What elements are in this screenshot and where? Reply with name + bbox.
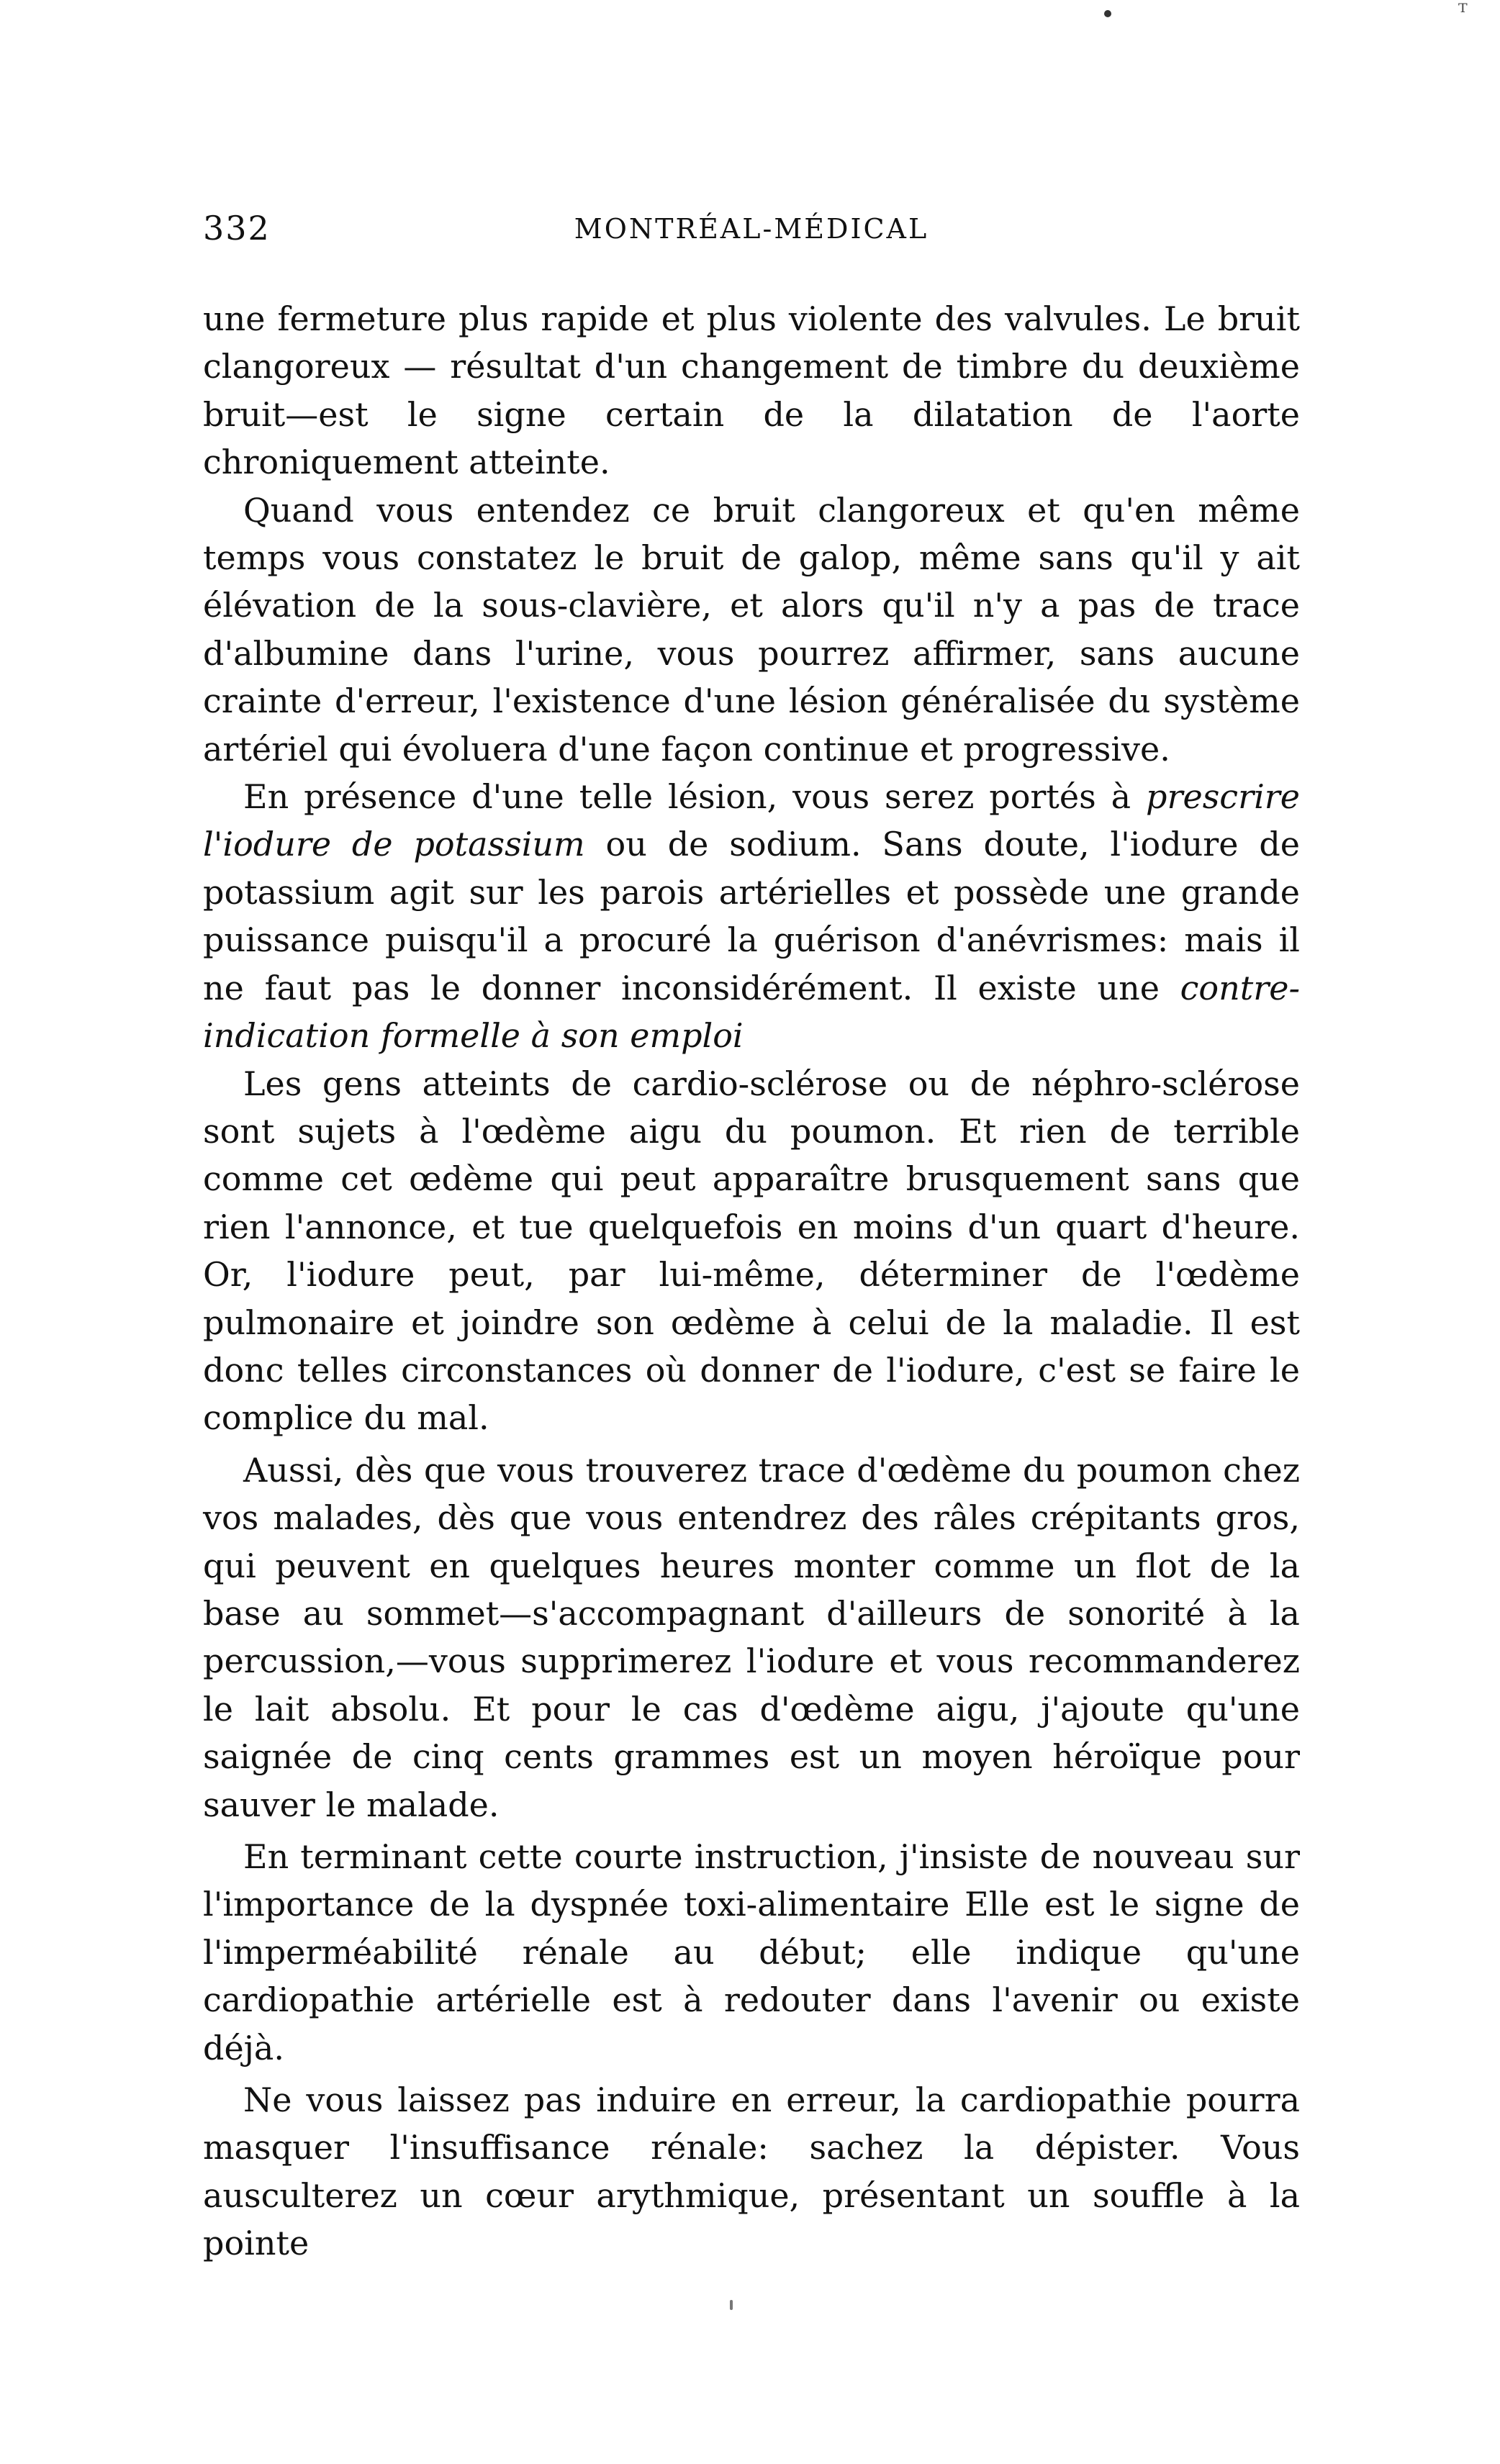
paragraph-4: Les gens atteints de cardio-sclérose ou de néphro-sclérose sont sujets à l'œdème aigu du poumon. Et rien de terrible comme cet œdème qui peut apparaître brusquement sans que rien l'annonce, et tue quelquefois en moins d'un quart d'heure. Or, l'iodure peut, par lui-même, déterminer de l'œdème pulmonaire et joindre son œdème à celui de la maladie. Il est donc telles circonstances où donner de l'iodure, c'est se faire le complice du mal. bbox=[203, 1064, 1300, 1438]
ink-dot bbox=[1104, 10, 1111, 17]
paragraph-3 bbox=[203, 773, 1300, 1059]
paragraph-5: Aussi, dès que vous trouverez trace d'œdème du poumon chez vos malades, dès que vous entendrez des râles crépitants gros, qui peuvent en quelques heures monter comme un flot de la base au sommet—s'accompagnant d'ailleurs de sonorité à la percussion,—vous supprimerez l'iodure et vous recommanderez le lait absolu. Et pour le cas d'œdème aigu, j'ajoute qu'une saignée de cinq cents grammes est un moyen héroïque pour sauver le malade. bbox=[203, 1450, 1300, 1824]
page-header bbox=[203, 209, 1300, 259]
paragraph-3-italic-b: contre-indication formelle à son emploi bbox=[203, 968, 1300, 1056]
paragraph-3-italic-a: prescrire l'iodure de potassium bbox=[203, 777, 1300, 864]
paragraph-6: En terminant cette courte instruction, j'insiste de nouveau sur l'importance de la dyspnée toxi-alimentaire Elle est le signe de l'imperméabilité rénale au début; elle indique qu'une cardiopathie artérielle est à redouter dans l'avenir ou existe déjà. bbox=[203, 1837, 1300, 2067]
paragraph-2: Quand vous entendez ce bruit clangoreux et qu'en même temps vous constatez le bruit de galop, même sans qu'il y ait élévation de la sous-clavière, et alors qu'il n'y a pas de trace d'albumine dans l'urine, vous pourrez affirmer, sans aucune crainte d'erreur, l'existence d'une lésion généralisée du système artériel qui évoluera d'une façon continue et progressive. bbox=[203, 490, 1300, 769]
page-number: 332 bbox=[203, 209, 271, 248]
paragraph-3-text-a: En présence d'une telle lésion, vous serez portés à bbox=[243, 777, 1147, 817]
paragraph-3-text-b: ou de sodium. Sans doute, l'iodure de potassium agit sur les parois artérielles et possède une grande puissance puisqu'il a procuré la guérison d'anévrismes: mais il ne faut pas le donner inconsidérément. Il existe une bbox=[203, 825, 1301, 1007]
corner-mark: ᵀ bbox=[1458, 0, 1468, 25]
running-title: MONTRÉAL-MÉDICAL bbox=[574, 213, 929, 245]
paragraph-7: Ne vous laissez pas induire en erreur, la cardiopathie pourra masquer l'insuffisance rénale: sachez la dépister. Vous ausculterez un cœur arythmique, présentant un souffle à la pointe bbox=[203, 2080, 1300, 2263]
ink-mark bbox=[730, 2300, 733, 2310]
body-text bbox=[203, 295, 1300, 2382]
paragraph-1: une fermeture plus rapide et plus violente des valvules. Le bruit clangoreux — résultat d'un changement de timbre du deuxième bruit—est le signe certain de la dilatation de l'aorte chroniquement atteinte. bbox=[203, 299, 1300, 482]
